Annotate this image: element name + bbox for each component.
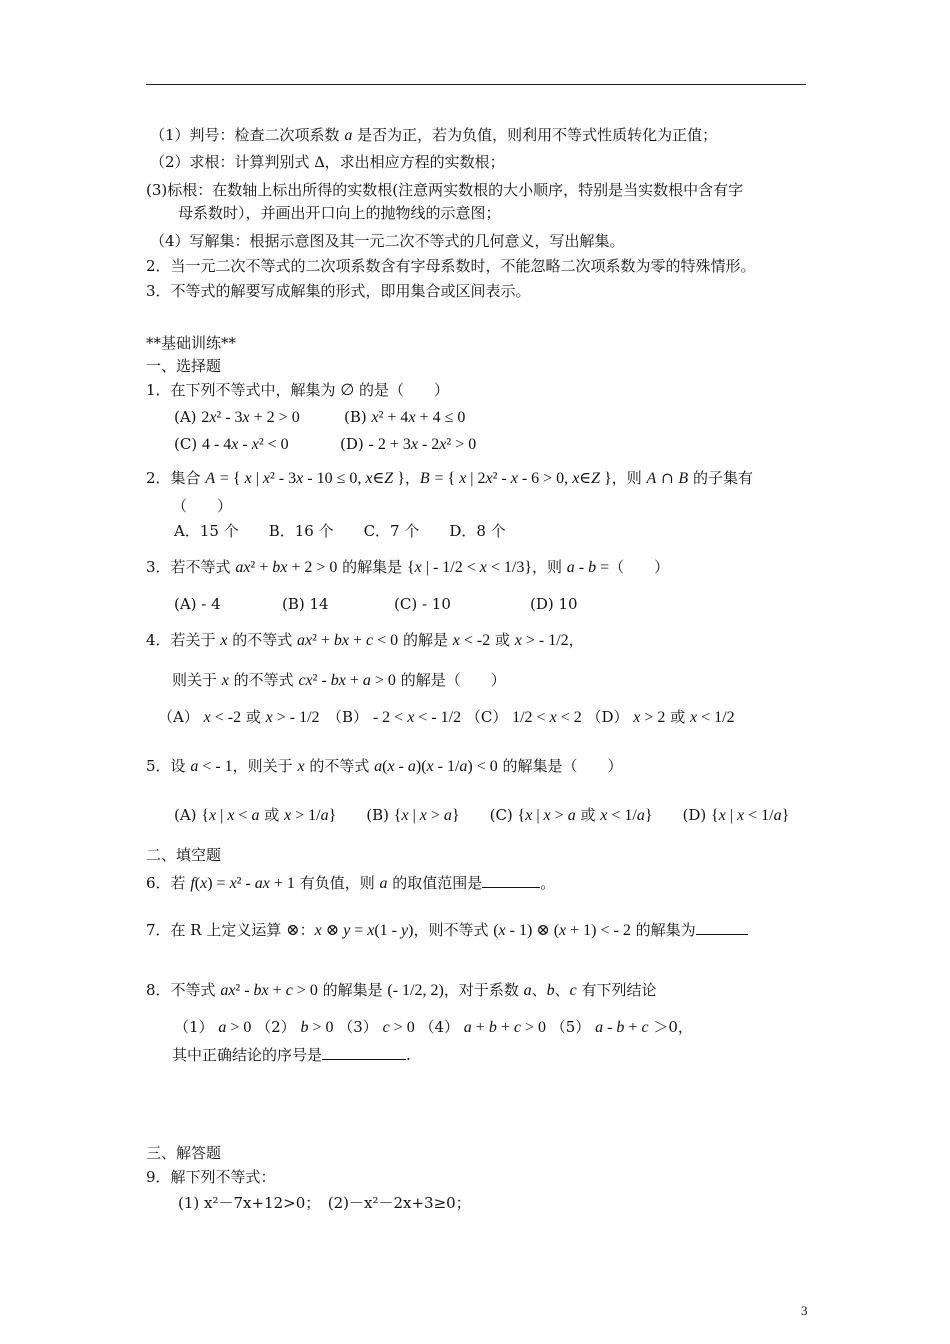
q1-stem: 1．在下列不等式中，解集为 ∅ 的是（ ）	[146, 381, 450, 399]
note-2: 2．当一元二次不等式的二次项系数含有字母系数时，不能忽略二次项系数为零的特殊情形。	[146, 257, 756, 275]
q9-items: (1) x²－7x+12>0； (2)－x²－2x+3≥0；	[178, 1194, 471, 1212]
q3-stem: 3．若不等式 ax² + bx + 2 > 0 的解集是 {x | - 1/2 < x < 1/3}，则 a - b =（ ）	[146, 558, 670, 576]
step-3-cont: 母系数时），并画出开口向上的抛物线的示意图；	[178, 204, 501, 222]
section-fill: 二、填空题	[146, 846, 222, 864]
q2-paren: （ ）	[172, 497, 233, 515]
q8-tail: 其中正确结论的序号是 .	[172, 1046, 411, 1064]
q5-options: (A) {x | x < a 或 x > 1/a} (B) {x | x > a} (C) {x | x > a 或 x < 1/a} (D) {x | x < 1/a}	[174, 806, 790, 824]
q4-stem-1: 4．若关于 x 的不等式 ax² + bx + c < 0 的解是 x < -2 或 x > - 1/2，	[146, 631, 584, 649]
q7: 7．在 R 上定义运算 ⊗：x ⊗ y = x(1 - y)，则不等式 (x - 1) ⊗ (x + 1) < - 2 的解集为	[146, 920, 748, 941]
note-3: 3．不等式的解要写成解集的形式，即用集合或区间表示。	[146, 282, 531, 300]
q4-stem-2: 则关于 x 的不等式 cx² - bx + a > 0 的解是（ ）	[172, 671, 506, 689]
q9-stem: 9．解下列不等式：	[146, 1168, 276, 1186]
step-3: (3)标根：在数轴上标出所得的实数根(注意两实数根的大小顺序，特别是当实数根中含有字	[146, 181, 744, 199]
q3-option-d: (D) 10	[530, 595, 578, 613]
q3-option-c: (C) - 10	[394, 595, 451, 613]
step-4: （4）写解集：根据示意图及其一元二次不等式的几何意义，写出解集。	[150, 232, 625, 250]
q3-option-b: (B) 14	[282, 595, 329, 613]
q1-option-b: (B) x² + 4x + 4 ≤ 0	[344, 408, 466, 426]
q8-stem: 8．不等式 ax² - bx + c > 0 的解集是 (- 1/2, 2)，对于系数 a、b、c 有下列结论	[146, 981, 657, 999]
step-2: （2）求根：计算判别式 Δ，求出相应方程的实数根；	[150, 153, 505, 171]
section-answer: 三、解答题	[146, 1144, 222, 1162]
q4-options: （A） x < -2 或 x > - 1/2 （B） - 2 < x < - 1/2 （C） 1/2 < x < 2 （D） x > 2 或 x < 1/2	[158, 708, 735, 726]
header-rule	[146, 84, 806, 85]
page-number: 3	[801, 1303, 808, 1318]
section-training: **基础训练**	[146, 334, 237, 352]
q2-options: A．15 个 B．16 个 C．7 个 D．8 个	[174, 522, 506, 540]
q3-option-a: (A) - 4	[174, 595, 221, 613]
q1-option-a: (A) 2x² - 3x + 2 > 0	[174, 408, 300, 426]
q8-items: （1） a > 0 （2） b > 0 （3） c > 0 （4） a + b + c > 0 （5） a - b + c ＞0，	[174, 1018, 693, 1036]
q1-option-c: (C) 4 - 4x - x² < 0	[174, 435, 289, 453]
q6: 6．若 f(x) = x² - ax + 1 有负值，则 a 的取值范围是 。	[146, 874, 556, 892]
step-1: （1）判号：检查二次项系数 a 是否为正，若为负值，则利用不等式性质转化为正值；	[150, 126, 718, 144]
q5-stem: 5．设 a < - 1，则关于 x 的不等式 a(x - a)(x - 1/a) < 0 的解集是（ ）	[146, 757, 623, 775]
q2-stem: 2．集合 A = { x | x² - 3x - 10 ≤ 0, x∈Z }，B = { x | 2x² - x - 6 > 0, x∈Z }，则 A ∩ B 的子集有	[146, 469, 753, 487]
q1-option-d: (D) - 2 + 3x - 2x² > 0	[340, 435, 477, 453]
section-choice: 一、选择题	[146, 357, 222, 375]
